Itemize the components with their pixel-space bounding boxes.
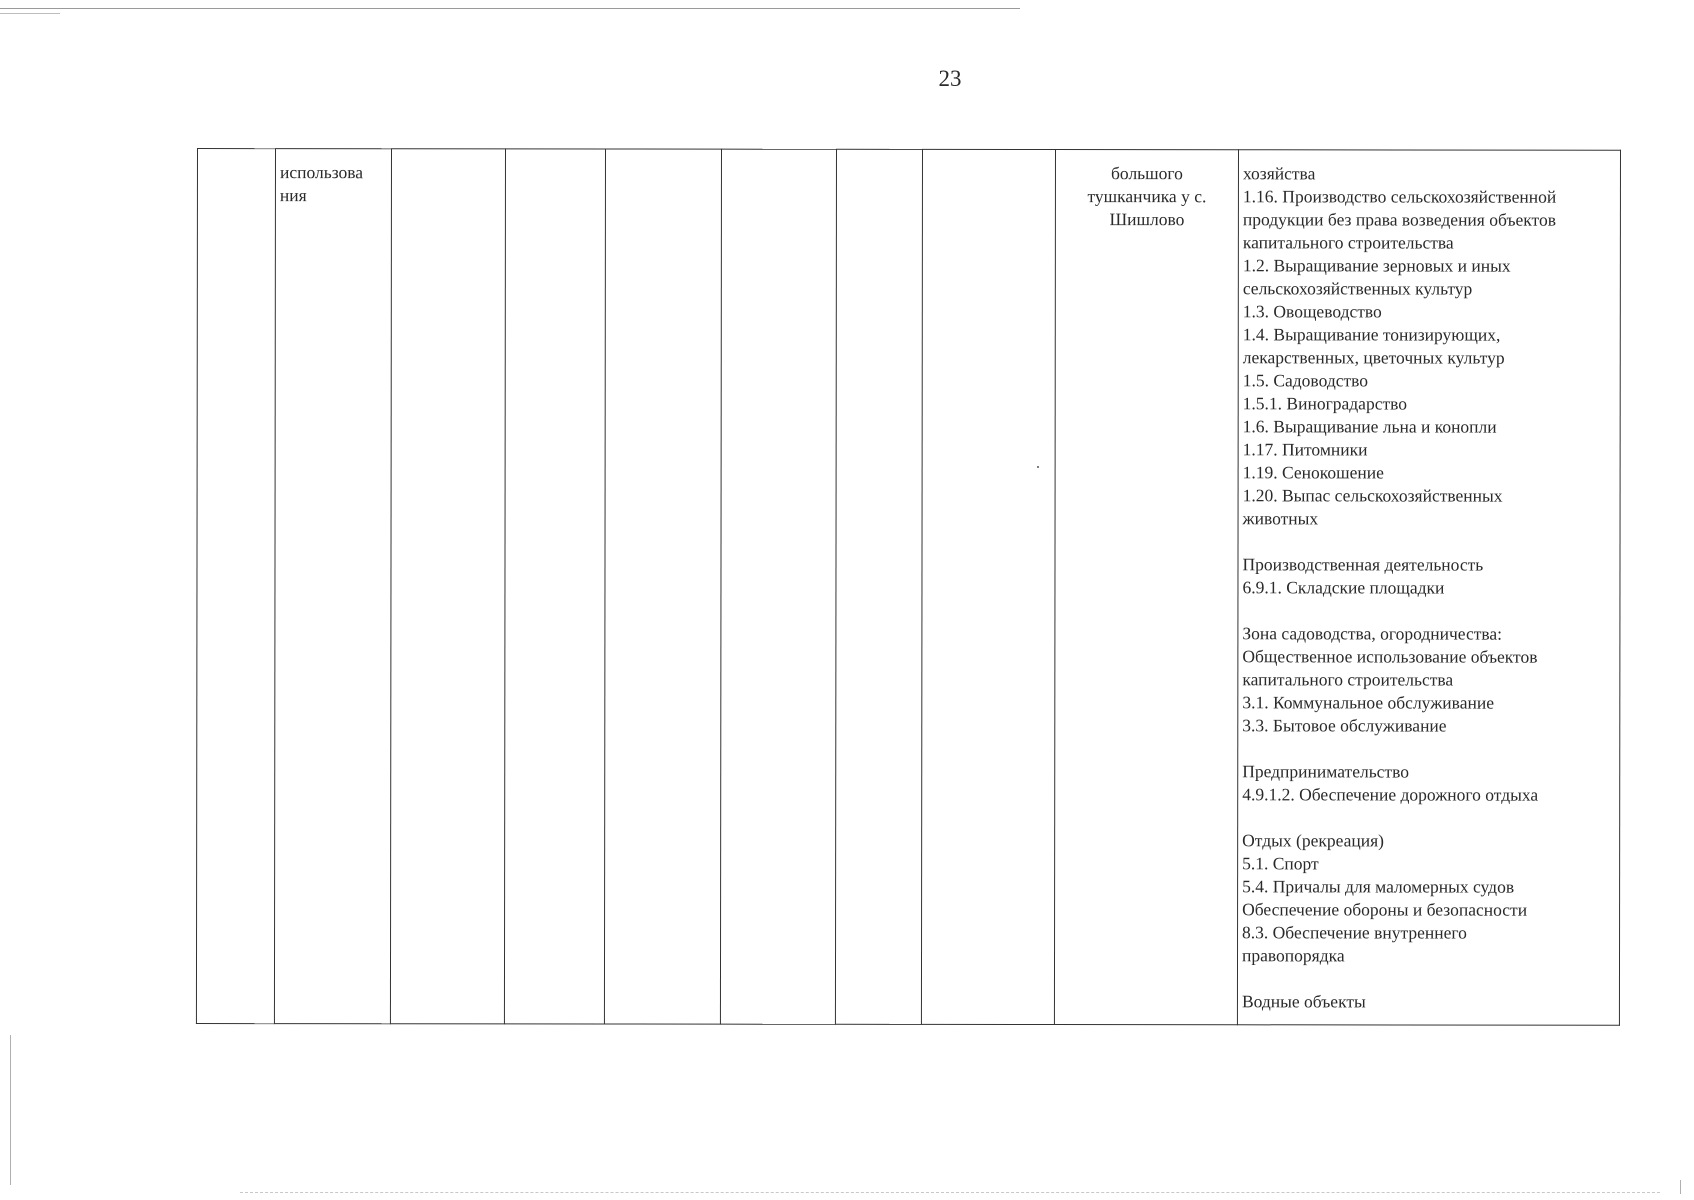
permitted-use-line: 5.4. Причалы для маломерных судов	[1242, 876, 1515, 897]
block-spacer	[1242, 737, 1615, 760]
cell-text-line: тушканчика у с.	[1087, 186, 1207, 207]
block-spacer	[1242, 599, 1615, 622]
permitted-use-line: 1.5.1. Виноградарство	[1242, 393, 1408, 414]
permitted-use-line: Зона садоводства, огородничества:	[1242, 623, 1503, 644]
scan-edge-tick	[1680, 1180, 1681, 1194]
table-row	[196, 149, 1620, 1026]
scan-edge-line-left	[10, 1035, 11, 1185]
permitted-use-line: 3.3. Бытовое обслуживание	[1242, 715, 1447, 736]
cell-text-line: использова	[279, 162, 364, 183]
table-cell-4	[504, 149, 605, 1024]
permitted-use-line: 6.9.1. Складские площадки	[1242, 577, 1445, 598]
permitted-use-line: 1.6. Выращивание льна и конопли	[1242, 416, 1497, 437]
block-spacer	[1243, 530, 1616, 553]
permitted-use-line: Общественное использование объектов	[1242, 646, 1538, 667]
block-spacer	[1242, 967, 1615, 990]
table-cell-2	[274, 149, 391, 1024]
scan-speck	[1037, 466, 1039, 468]
table-cell-5	[604, 149, 721, 1024]
permitted-use-line: животных	[1242, 508, 1319, 529]
permitted-use-line: 5.1. Спорт	[1242, 853, 1319, 874]
cell-text-line: ния	[279, 185, 307, 206]
permitted-use-line: 1.16. Производство сельскохозяйственной	[1242, 186, 1557, 207]
permitted-use-line: Обеспечение обороны и безопасности	[1242, 899, 1528, 920]
table-cell-7	[835, 149, 922, 1024]
permitted-use-line: хозяйства	[1242, 163, 1316, 184]
permitted-use-line: 3.1. Коммунальное обслуживание	[1242, 692, 1494, 713]
permitted-use-line: Предпринимательство	[1242, 761, 1410, 782]
permitted-use-line: сельскохозяйственных культур	[1242, 278, 1473, 299]
permitted-use-line: 8.3. Обеспечение внутреннего	[1242, 922, 1467, 943]
permitted-use-line: продукции без права возведения объектов	[1242, 209, 1556, 230]
permitted-use-line: 1.4. Выращивание тонизирующих,	[1242, 324, 1501, 345]
cell-text-line: Шишлово	[1109, 209, 1185, 230]
permitted-use-line: 1.19. Сенокошение	[1242, 462, 1384, 483]
permitted-use-line: лекарственных, цветочных культур	[1242, 347, 1505, 368]
permitted-use-line: Водные объекты	[1241, 991, 1366, 1012]
table-cell-9	[1054, 150, 1238, 1025]
table-cell-10	[1237, 150, 1620, 1025]
permitted-use-line: 1.20. Выпас сельскохозяйственных	[1242, 485, 1503, 506]
permitted-use-line: Производственная деятельность	[1242, 554, 1484, 575]
zoning-table	[196, 148, 1621, 1026]
table-cell-6	[720, 149, 836, 1024]
page-number: 23	[938, 66, 962, 91]
permitted-use-line: капитального строительства	[1242, 232, 1454, 253]
permitted-use-line: правопорядка	[1242, 945, 1345, 966]
permitted-use-line: 1.17. Питомники	[1242, 439, 1368, 460]
table-cell-3	[390, 149, 505, 1024]
cell-text-line: большого	[1111, 163, 1183, 184]
block-spacer	[1242, 806, 1615, 829]
table-cell-1	[196, 149, 275, 1024]
permitted-use-line: Отдых (рекреация)	[1242, 830, 1384, 851]
permitted-use-line: 1.5. Садоводство	[1242, 370, 1369, 391]
table-cell-8	[921, 149, 1055, 1024]
permitted-use-line: капитального строительства	[1242, 669, 1454, 690]
scan-edge-mark	[0, 13, 60, 14]
scan-edge-line	[0, 8, 1020, 9]
permitted-use-line: 1.2. Выращивание зерновых и иных	[1242, 255, 1511, 276]
permitted-use-line: 1.3. Овощеводство	[1242, 301, 1382, 322]
scan-edge-line-bottom	[240, 1192, 1660, 1193]
permitted-use-line: 4.9.1.2. Обеспечение дорожного отдыха	[1242, 784, 1539, 805]
